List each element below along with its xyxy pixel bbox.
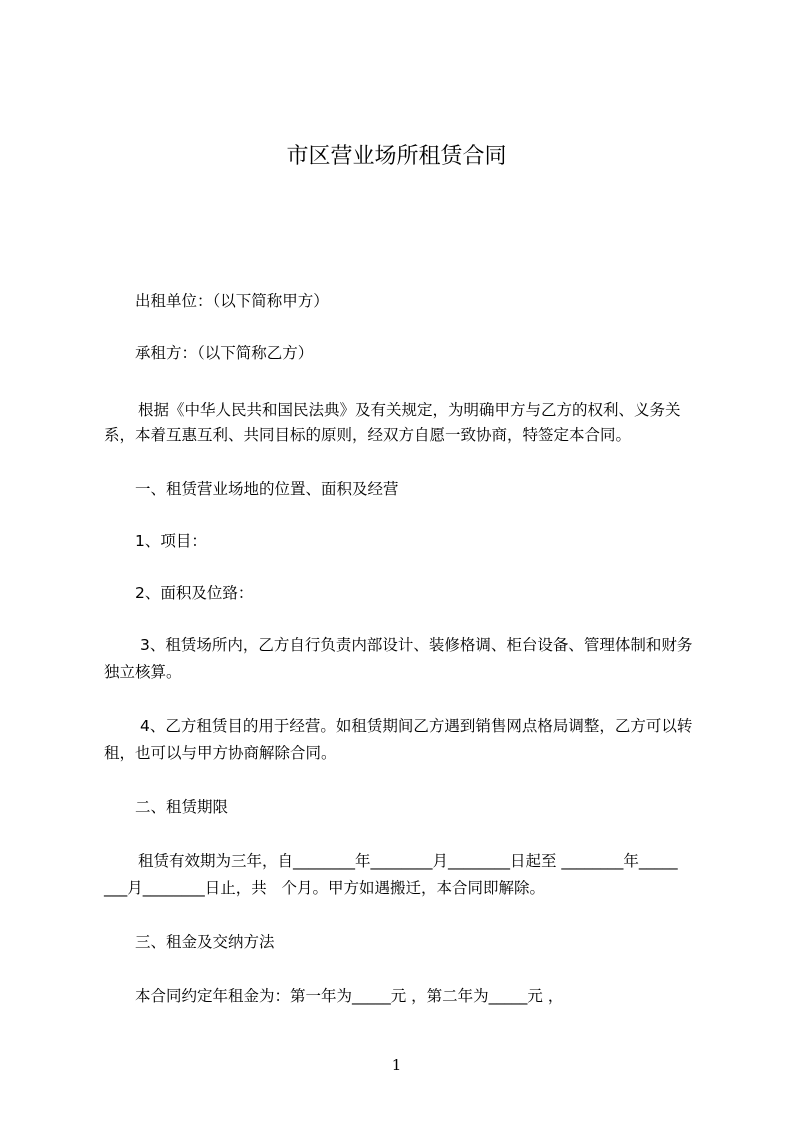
section-1-item-3-line-1: 3、租赁场所内，乙方自行负责内部设计、装修格调、柜台设备、管理体制和财务	[140, 636, 693, 654]
page-number: 1	[391, 1056, 402, 1074]
section-2-heading: 二、租赁期限	[135, 798, 229, 816]
section-2-body-line-1: 租赁有效期为三年，自________年________月________日起至 ________年_____	[138, 852, 678, 870]
section-1-item-2: 2、面积及位臵：	[135, 584, 254, 602]
lessor-line: 出租单位：（以下简称甲方）	[135, 292, 329, 310]
section-3-heading: 三、租金及交纳方法	[135, 933, 275, 951]
section-3-body-line-1: 本合同约定年租金为：第一年为_____元 ，第二年为_____元 ，	[135, 987, 564, 1005]
section-1-item-1: 1、项目：	[135, 532, 207, 550]
section-1-heading: 一、租赁营业场地的位置、面积及经营	[135, 480, 399, 498]
document-title: 市区营业场所租赁合同	[286, 144, 507, 169]
section-2-body-line-2: ___月________日止，共 个月。甲方如遇搬迁，本合同即解除。	[104, 879, 546, 897]
preamble-line-2: 系，本着互惠互利、共同目标的原则，经双方自愿一致协商，特签定本合同。	[104, 426, 632, 444]
preamble-line-1: 根据《中华人民共和国民法典》及有关规定，为明确甲方与乙方的权利、义务关	[138, 401, 681, 419]
section-1-item-3-line-2: 独立核算。	[104, 663, 182, 681]
section-1-item-4-line-1: 4、乙方租赁目的用于经营。如租赁期间乙方遇到销售网点格局调整，乙方可以转	[140, 717, 693, 735]
section-1-item-4-line-2: 租，也可以与甲方协商解除合同。	[104, 744, 337, 762]
lessee-line: 承租方：（以下简称乙方）	[135, 344, 314, 362]
